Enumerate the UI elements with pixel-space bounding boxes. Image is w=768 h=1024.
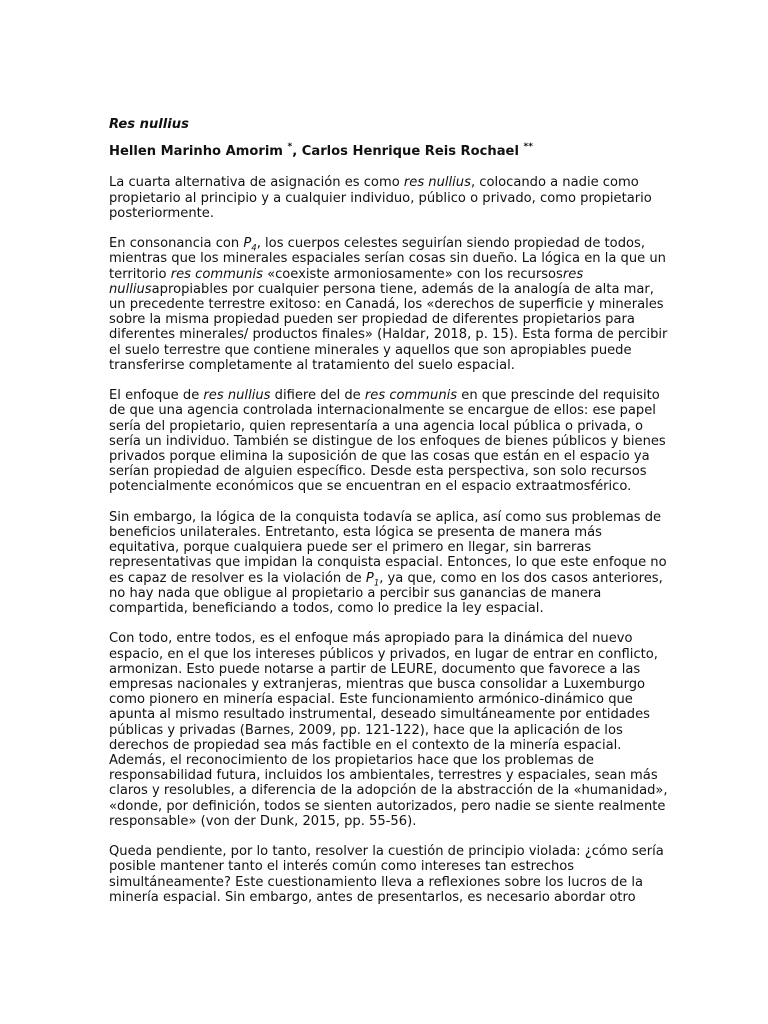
text-run: El enfoque de — [109, 388, 204, 404]
latin-term: res nullius — [403, 175, 471, 191]
document-page — [109, 117, 669, 920]
author-separator: , — [292, 144, 302, 160]
latin-term: res nullius — [109, 266, 584, 297]
text-run: difiere del de — [270, 388, 365, 404]
section-title: Res nullius — [109, 117, 189, 132]
author-2-footnote-mark[interactable]: ** — [523, 141, 533, 152]
text-run: , los cuerpos celestes seguirían siendo propiedad de todos, mientras que los minerales espaciales serían cosas sin dueño. La lógica en la que un territorio — [109, 236, 666, 282]
text-run: , colocando a nadie como propietario al principio y a cualquier individuo, público o privado, como propietario posteriormente. — [109, 175, 652, 221]
authors-line — [109, 141, 669, 160]
text-run: Con todo, entre todos, es el enfoque más apropiado para la dinámica del nuevo espacio, en el que los intereses públicos y privados, en lugar de entrar en conflicto, armonizan. Esto puede notarse a partir de LEURE, documento que favorece a las empresas nacionales y extranjeras, mientras que busca consolidar a Luxemburgo como pionero en minería espacial. Este funcionamiento armónico-dinámico que apunta al mismo resultado instrumental, deseado simultáneamente por entidades públicas y privadas (Barnes, 2009, pp. 121-122), hace que la aplicación de los derechos de propiedad sea más factible en el contexto de la minería espacial. Además, el reconocimiento de los propietarios hace que los problemas de responsabilidad futura, incluidos los ambientales, terrestres y espaciales, sean más claros y resolubles, a diferencia de la adopción de la abstracción de la «humanidad», «donde, por definición, todos se sienten autorizados, pero nadie se siente realmente responsable» (von der Dunk, 2015, pp. 55-56). — [109, 631, 668, 829]
paragraph-4 — [109, 510, 669, 616]
paragraph-5 — [109, 631, 669, 829]
text-run: Queda pendiente, por lo tanto, resolver la cuestión de principio violada: ¿cómo sería posible mantener tanto el interés común como intereses tan estrechos simultáneamente? Este cuestionamiento lleva a reflexiones sobre los lucros de la minería espacial. Sin embargo, antes de presentarlos, es necesario abordar otro — [109, 844, 664, 905]
paragraph-2 — [109, 236, 669, 373]
principle-variable: $P_4$ — [243, 236, 257, 254]
paragraph-1 — [109, 175, 669, 221]
text-run: «coexiste armoniosamente» con los recursos — [262, 266, 563, 282]
author-1: Hellen Marinho Amorim — [109, 144, 283, 160]
latin-term: res communis — [170, 266, 263, 282]
author-2: Carlos Henrique Reis Rochael — [301, 144, 519, 160]
text-run: apropiables por cualquier persona tiene, además de la analogía de alta mar, un precedente terrestre exitoso: en Canadá, los «derechos de superficie y minerales sobre la misma propiedad pueden ser propiedad de diferentes propietarios para diferentes minerales/ productos finales» (Haldar, 2018, p. 15). Esta forma de percibir el suelo terrestre que contiene minerales y aquellos que son apropiables puede transferirse completamente al tratamiento del suelo espacial. — [109, 281, 668, 373]
paragraph-6 — [109, 844, 669, 905]
principle-variable: $P_1$ — [365, 570, 380, 589]
latin-term: res communis — [364, 388, 458, 404]
paragraph-3 — [109, 388, 669, 494]
text-run: En consonancia con — [109, 236, 244, 252]
text-run: en que prescinde del requisito de que una agencia controlada internacionalmente se encargue de ellos: ese papel sería del propietario, quien representaría a una agencia local pública o privada, o sería un individuo. También se distingue de los enfoques de bienes públicos y bienes privados porque elimina la suposición de que las cosas que están en el espacio ya serían propiedad de alguien específico. Desde esta perspectiva, son solo recursos potencialmente económicos que se encuentran en el espacio extraatmosférico. — [109, 388, 666, 495]
text-run: , ya que, como en los dos casos anteriores, no hay nada que obligue al propietario a percibir sus ganancias de manera compartida, beneficiando a todos, como lo predice la ley espacial. — [109, 570, 663, 617]
text-run: Sin embargo, la lógica de la conquista todavía se aplica, así como sus problemas de beneficios unilaterales. Entretanto, esta lógica se presenta de manera más equitativa, porque cualquiera puede ser el primero en llegar, sin barreras representativas que impidan la conquista espacial. Entonces, lo que este enfoque no es capaz de resolver es la violación de — [109, 509, 667, 586]
text-run: La cuarta alternativa de asignación es como — [109, 175, 404, 191]
author-1-footnote-mark[interactable]: * — [287, 141, 293, 152]
latin-term: res nullius — [203, 388, 271, 404]
